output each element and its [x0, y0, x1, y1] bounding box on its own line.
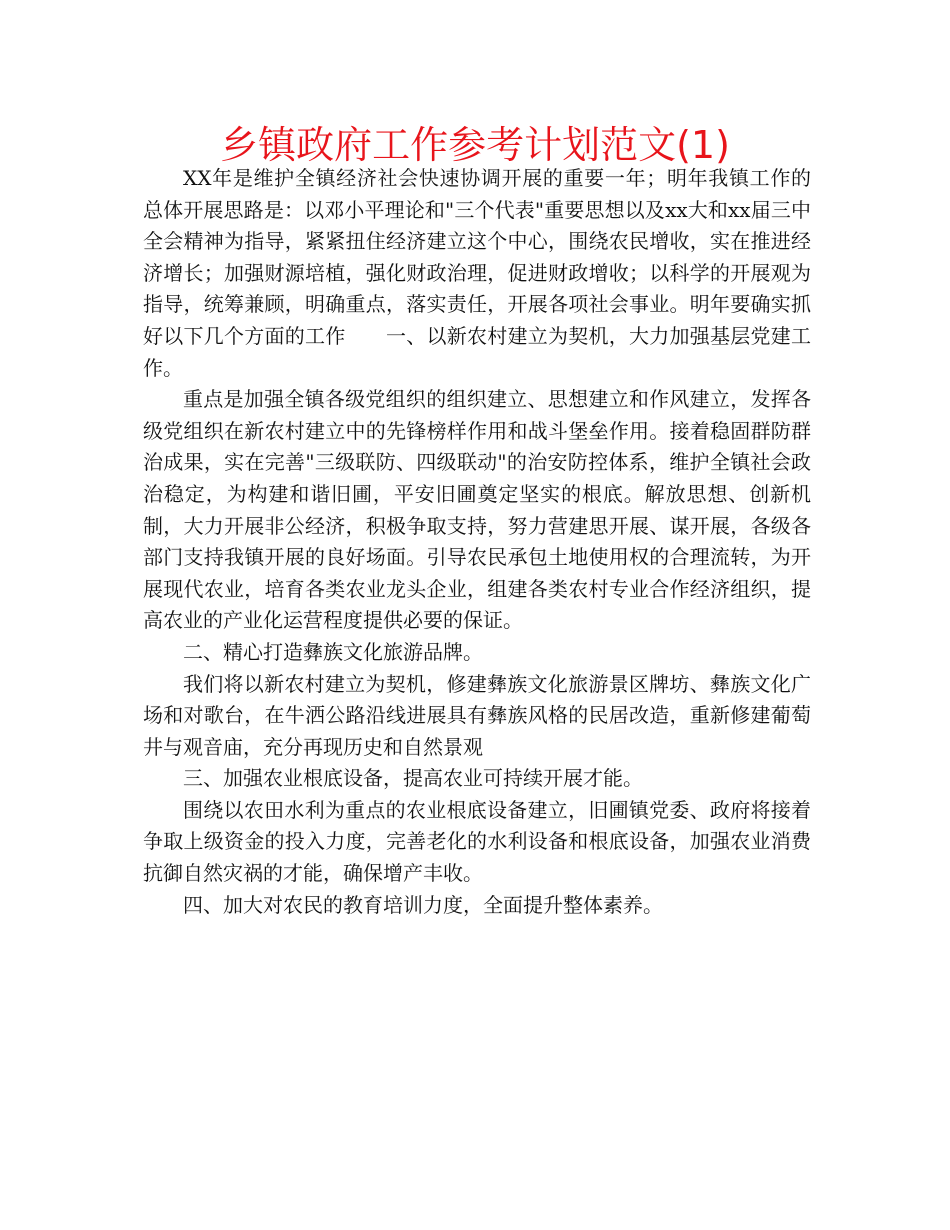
document-title: 乡镇政府工作参考计划范文(1) [220, 123, 730, 167]
document-body [143, 163, 811, 921]
paragraph: 重点是加强全镇各级党组织的组织建立、思想建立和作风建立，发挥各级党组织在新农村建立中的先锋榜样作用和战斗堡垒作用。接着稳固群防群治成果，实在完善"三级联防、四级联动"的治安防控体系，维护全镇社会政治稳定，为构建和谐旧圃，平安旧圃奠定坚实的根底。解放思想、创新机制，大力开展非公经济，积极争取支持，努力营建思开展、谋开展，各级各部门支持我镇开展的良好场面。引导农民承包土地使用权的合理流转，为开展现代农业，培育各类农业龙头企业，组建各类农村专业合作经济组织，提高农业的产业化运营程度提供必要的保证。 [143, 387, 811, 633]
section-heading: 四、加大对农民的教育培训力度，全面提升整体素养。 [183, 892, 663, 917]
section-heading: 二、精心打造彝族文化旅游品牌。 [183, 639, 483, 664]
section-heading: 三、加强农业根底设备，提高农业可持续开展才能。 [183, 766, 643, 791]
paragraph: XX年是维护全镇经济社会快速协调开展的重要一年；明年我镇工作的总体开展思路是：以邓小平理论和"三个代表"重要思想以及xx大和xx届三中全会精神为指导，紧紧扭住经济建立这个中心，围绕农民增收，实在推进经济增长；加强财源培植，强化财政治理，促进财政增收；以科学的开展观为指导，统筹兼顾，明确重点，落实责任，开展各项社会事业。明年要确实抓好以下几个方面的工作 一、以新农村建立为契机，大力加强基层党建工作。 [143, 166, 811, 380]
paragraph: 我们将以新农村建立为契机，修建彝族文化旅游景区牌坊、彝族文化广场和对歌台，在牛洒公路沿线进展具有彝族风格的民居改造，重新修建葡萄井与观音庙，充分再现历史和自然景观 [143, 671, 811, 759]
paragraph: 围绕以农田水利为重点的农业根底设备建立，旧圃镇党委、政府将接着争取上级资金的投入力度，完善老化的水利设备和根底设备，加强农业消费抗御自然灾祸的才能，确保增产丰收。 [143, 797, 811, 886]
